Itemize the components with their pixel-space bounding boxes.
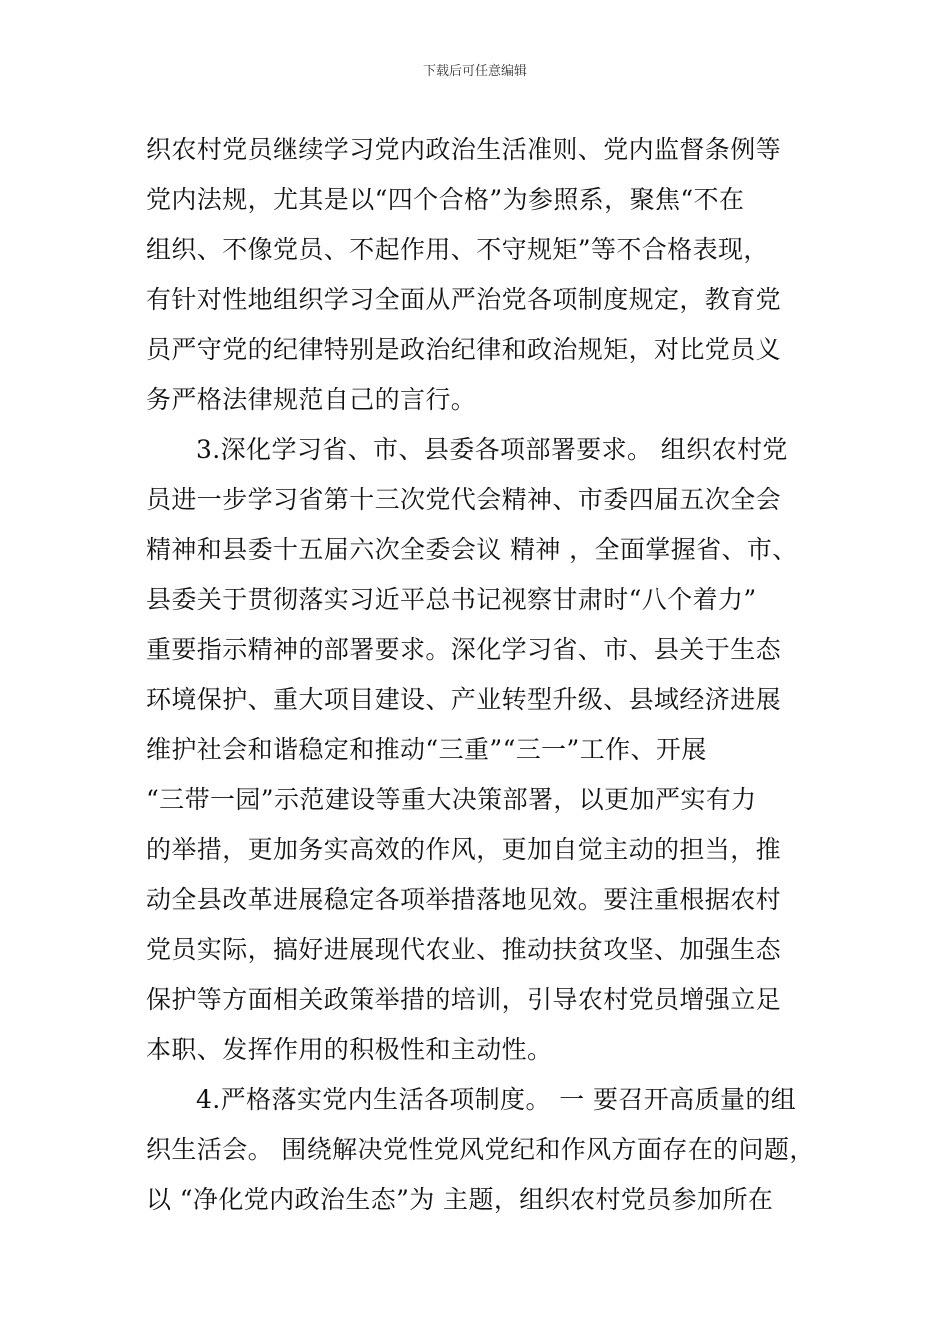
text-line: 织生活会。 围绕解决党性党风党纪和作风方面存在的问题， <box>146 1135 815 1164</box>
text-line: 精神和县委十五届六次全委会议 精神 ，全面掌握省、市、 <box>146 535 798 564</box>
text-line: 以 “净化党内政治生态”为 主题，组织农村党员参加所在 <box>146 1185 774 1214</box>
text-line: 保护等方面相关政策举措的培训，引导农村党员增强立足 <box>146 985 782 1014</box>
text-line: 员进一步学习省第十三次党代会精神、市委四届五次全会 <box>146 485 782 514</box>
text-line: “三带一园”示范建设等重大决策部署，以更加严实有力 <box>146 785 757 814</box>
text-line: 务严格法律规范自己的言行。 <box>146 385 477 414</box>
text-line: 的举措，更加务实高效的作风，更加自觉主动的担当，推 <box>146 835 782 864</box>
paragraph-1 <box>146 125 826 425</box>
text-line: 本职、发挥作用的积极性和主动性。 <box>146 1035 553 1064</box>
text-line: 组织、不像党员、不起作用、不守规矩”等不合格表现， <box>146 235 769 264</box>
document-body <box>146 125 826 1225</box>
text-line: 有针对性地组织学习全面从严治党各项制度规定，教育党 <box>146 285 782 314</box>
text-line: 4.严格落实党内生活各项制度。 一 要召开高质量的组 <box>196 1085 797 1114</box>
text-line: 县委关于贯彻落实习近平总书记视察甘肃时“八个着力” <box>146 585 757 614</box>
text-line: 3.深化学习省、市、县委各项部署要求。 组织农村党 <box>196 435 788 464</box>
text-line: 织农村党员继续学习党内政治生活准则、党内监督条例等 <box>146 135 782 164</box>
paragraph-2 <box>146 425 826 1075</box>
text-line: 环境保护、重大项目建设、产业转型升级、县域经济进展 <box>146 685 782 714</box>
page-header: 下载后可任意编辑 <box>422 64 527 79</box>
text-line: 维护社会和谐稳定和推动“三重”“三一”工作、开展 <box>146 735 707 764</box>
text-line: 动全县改革进展稳定各项举措落地见效。要注重根据农村 <box>146 885 782 914</box>
text-line: 党员实际，搞好进展现代农业、推动扶贫攻坚、加强生态 <box>146 935 782 964</box>
paragraph-3 <box>146 1075 826 1225</box>
text-line: 员严守党的纪律特别是政治纪律和政治规矩，对比党员义 <box>146 335 782 364</box>
text-line: 党内法规，尤其是以“四个合格”为参照系，聚焦“不在 <box>146 185 745 214</box>
text-line: 重要指示精神的部署要求。深化学习省、市、县关于生态 <box>146 635 782 664</box>
